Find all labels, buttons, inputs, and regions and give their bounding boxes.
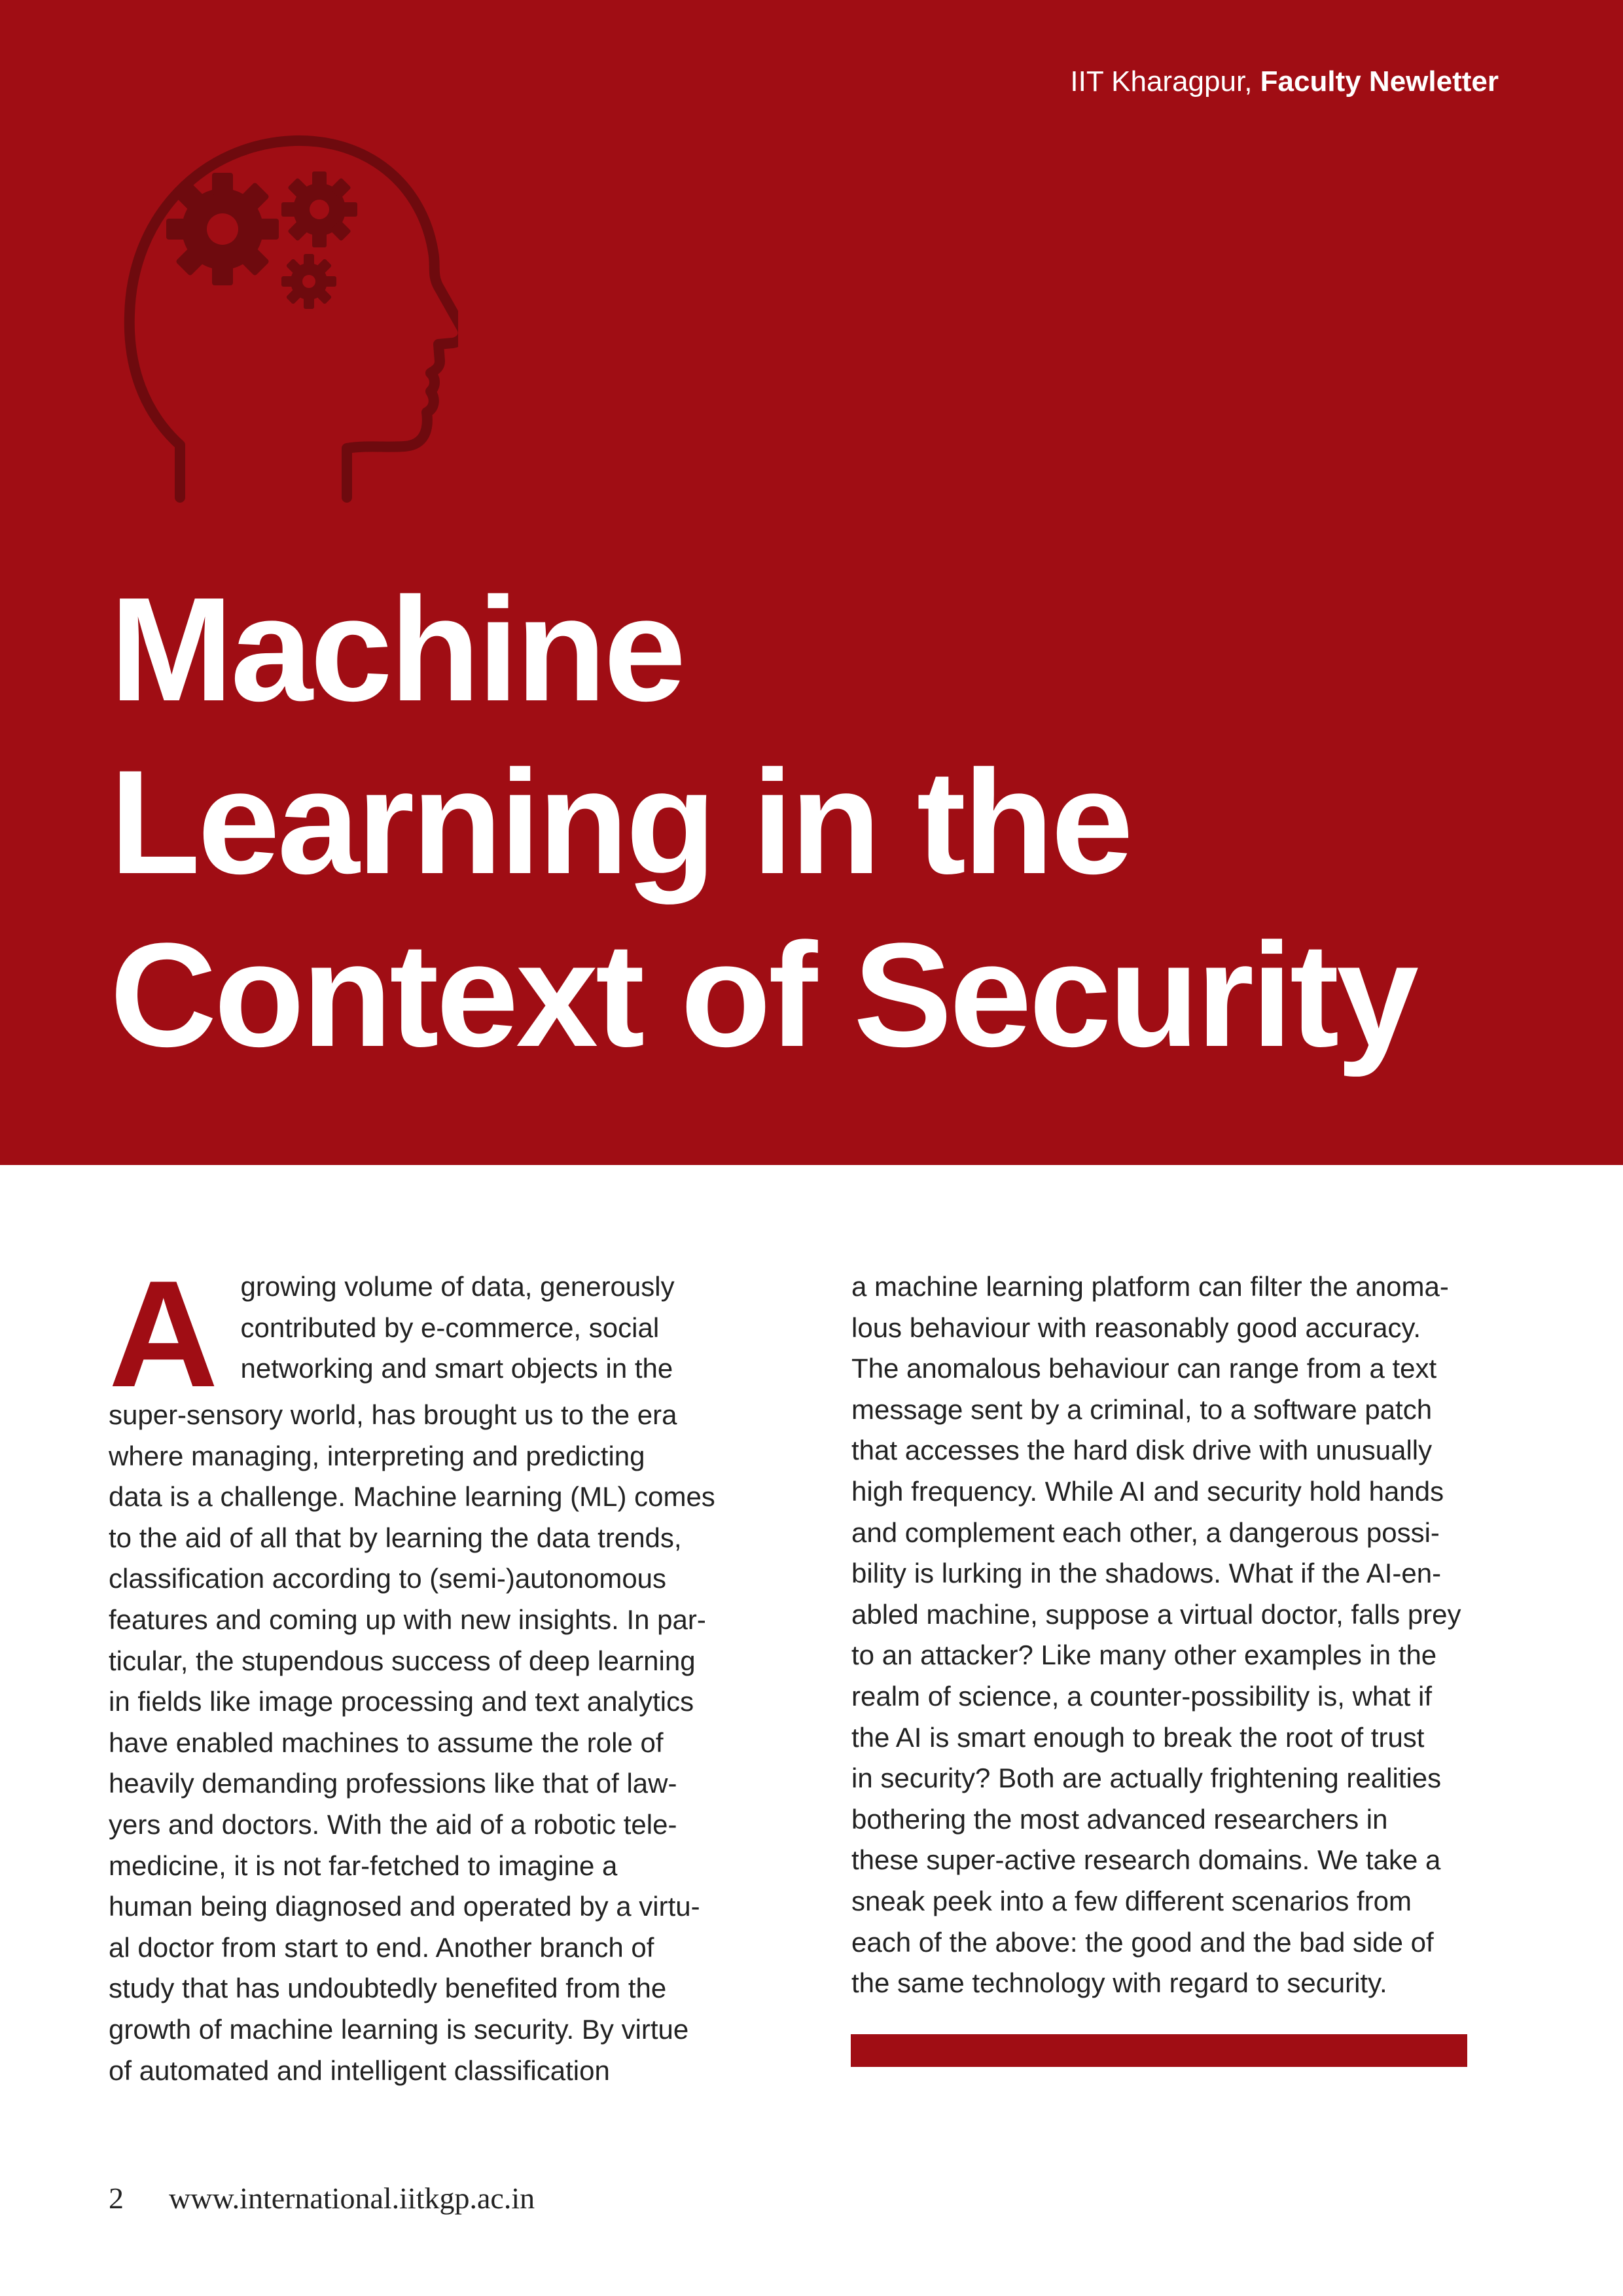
page-number: 2: [109, 2181, 124, 2215]
text-line: each of the above: the good and the bad side of: [851, 1926, 1434, 1958]
text-line: features and coming up with new insights. In par-: [109, 1604, 706, 1635]
text-line: and complement each other, a dangerous possi-: [851, 1516, 1440, 1548]
institution-name: IIT Kharagpur,: [1070, 65, 1253, 98]
text-line: classification according to (semi-)autonomous: [109, 1563, 667, 1594]
text-line: to the aid of all that by learning the data trends,: [109, 1522, 682, 1553]
text-line: have enabled machines to assume the role of: [109, 1727, 664, 1758]
text-line: in security? Both are actually frightening realities: [851, 1763, 1442, 1794]
text-line: bothering the most advanced researchers in: [851, 1803, 1388, 1835]
text-line: high frequency. While AI and security hold hands: [851, 1475, 1444, 1507]
article-column-left: [109, 1249, 763, 2091]
text-line: human being diagnosed and operated by a virtu-: [109, 1891, 700, 1922]
text-line: al doctor from start to end. Another branch of: [109, 1931, 654, 1963]
text-line: bility is lurking in the shadows. What if the AI-en-: [851, 1558, 1442, 1589]
head-gears-icon: [118, 105, 458, 504]
text-line: networking and smart objects in the: [240, 1353, 673, 1384]
text-line: growth of machine learning is security. By virtue: [109, 2013, 689, 2045]
text-line: medicine, it is not far-fetched to imagine a: [109, 1850, 618, 1881]
text-line: study that has undoubtedly benefited from the: [109, 1973, 667, 2004]
title-line: Machine: [110, 566, 684, 732]
article-column-right: [851, 1266, 1506, 2004]
text-line: lous behaviour with reasonably good accuracy.: [851, 1312, 1421, 1343]
text-line: yers and doctors. With the aid of a robotic tele-: [109, 1808, 677, 1840]
text-line: The anomalous behaviour can range from a text: [851, 1353, 1437, 1384]
text-line: that accesses the hard disk drive with unusually: [851, 1435, 1433, 1466]
text-line: growing volume of data, generously: [240, 1271, 675, 1302]
text-line: data is a challenge. Machine learning (ML) comes: [109, 1481, 715, 1513]
publication-name: Faculty Newletter: [1260, 65, 1499, 98]
section-end-rule: [851, 2034, 1467, 2067]
text-line: heavily demanding professions like that of law-: [109, 1768, 677, 1799]
text-line: these super-active research domains. We take a: [851, 1844, 1441, 1876]
text-line: the AI is smart enough to break the root of trust: [851, 1721, 1425, 1753]
text-line: the same technology with regard to security.: [851, 1967, 1387, 1999]
text-line: super-sensory world, has brought us to the era: [109, 1399, 677, 1430]
text-line: abled machine, suppose a virtual doctor, falls prey: [851, 1598, 1461, 1630]
text-line: ticular, the stupendous success of deep learning: [109, 1645, 696, 1676]
text-line: sneak peek into a few different scenarios from: [851, 1885, 1412, 1916]
title-line: Context of Security: [110, 912, 1416, 1077]
drop-cap: A: [109, 1249, 219, 1419]
text-line: to an attacker? Like many other examples in the: [851, 1640, 1437, 1671]
page-footer: [109, 2181, 535, 2215]
title-line: Learning in the: [110, 739, 1131, 905]
footer-url[interactable]: www.international.iitkgp.ac.in: [169, 2181, 535, 2215]
text-line: in fields like image processing and text analytics: [109, 1686, 694, 1717]
text-line: of automated and intelligent classification: [109, 2054, 610, 2086]
newsletter-kicker: [1070, 65, 1499, 98]
text-line: contributed by e-commerce, social: [240, 1312, 660, 1343]
article-title: [110, 563, 1550, 1081]
text-line: realm of science, a counter-possibility is, what if: [851, 1680, 1433, 1712]
text-line: where managing, interpreting and predicting: [109, 1440, 645, 1471]
text-line: a machine learning platform can filter the anoma-: [851, 1271, 1449, 1302]
text-line: message sent by a criminal, to a software patch: [851, 1393, 1433, 1425]
